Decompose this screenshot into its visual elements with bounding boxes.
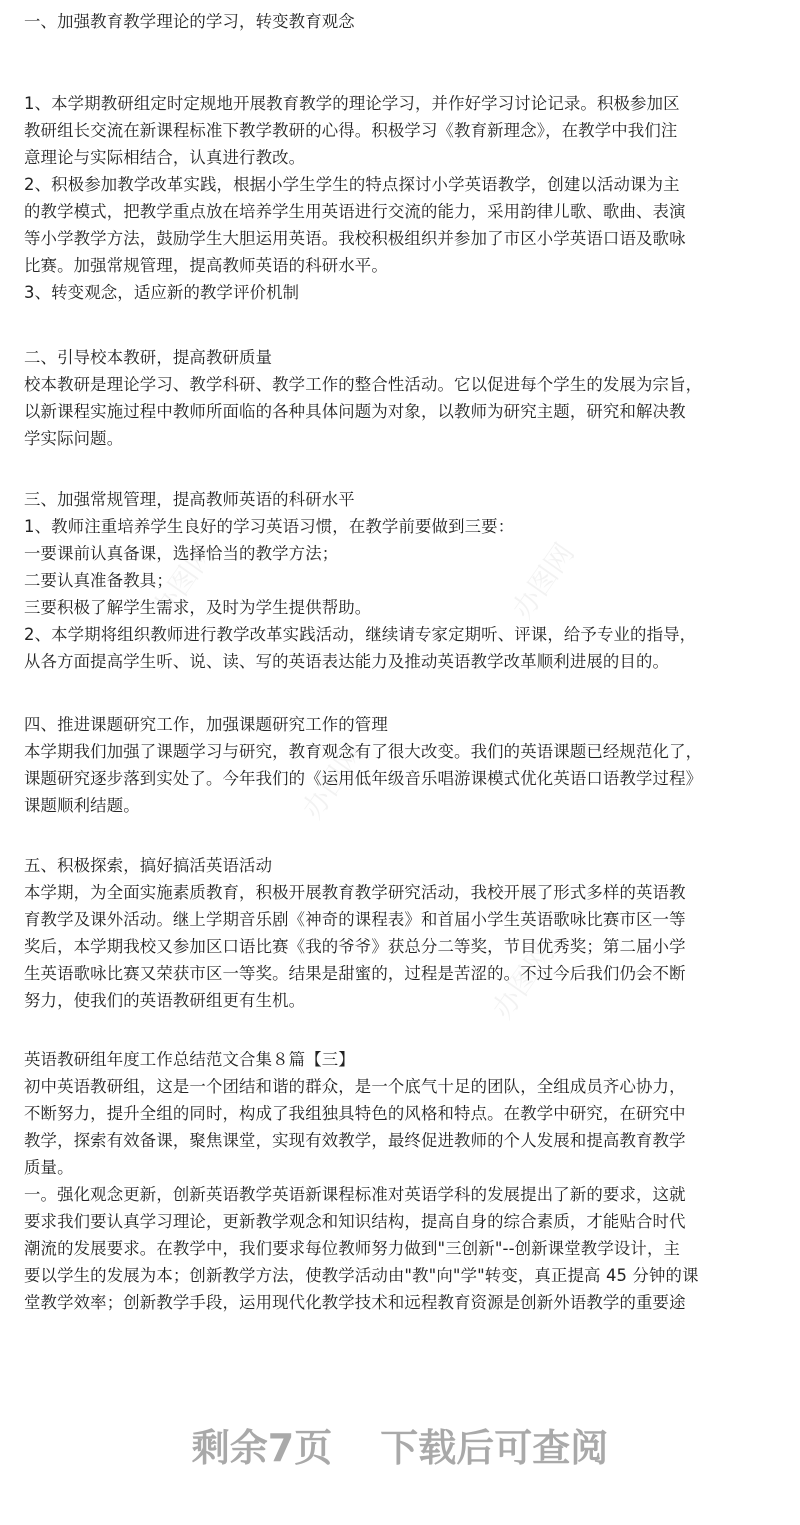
watermark-text: 办图网 [145, 536, 221, 625]
paragraph-line: 的教学模式，把教学重点放在培养学生用英语进行交流的能力，采用韵律儿歌、歌曲、表演 [24, 202, 686, 221]
paragraph-line: 教研组长交流在新课程标准下教学教研的心得。积极学习《教育新理念》，在教学中我们注 [24, 121, 678, 140]
paragraph-line: 堂教学效率；创新教学手段，运用现代化教学技术和远程教育资源是创新外语教学的重要途 [24, 1293, 686, 1312]
paragraph-line: 3、转变观念，适应新的教学评价机制 [24, 283, 300, 302]
paragraph-line: 1、教师注重培养学生良好的学习英语习惯，在教学前要做到三要： [24, 517, 515, 536]
paragraph-line: 从各方面提高学生听、说、读、写的英语表达能力及推动英语教学改革顺利进展的目的。 [24, 652, 670, 671]
watermark-text: 办图网 [295, 736, 371, 825]
paragraph-line: 比赛。加强常规管理，提高教师英语的科研水平。 [24, 256, 388, 275]
paragraph-line: 意理论与实际相结合，认真进行教改。 [24, 148, 306, 167]
download-prompt[interactable] [0, 1418, 800, 1478]
section-heading: 一、加强教育教学理论的学习，转变教育观念 [24, 12, 355, 31]
section-heading: 二、引导校本教研，提高教研质量 [24, 348, 273, 367]
paragraph-line: 一要课前认真备课，选择恰当的教学方法； [24, 544, 339, 563]
paragraph-line: 1、本学期教研组定时定规地开展教育教学的理论学习，并作好学习讨论记录。积极参加区 [24, 94, 680, 113]
paragraph-line: 课题研究逐步落到实处了。今年我们的《运用低年级音乐唱游课模式优化英语口语教学过程》 [24, 769, 703, 788]
paragraph-line: 校本教研是理论学习、教学科研、教学工作的整合性活动。它以促进每个学生的发展为宗旨， [24, 375, 703, 394]
paragraph-line: 学实际问题。 [24, 429, 124, 448]
download-hint-label: 下载后可查阅 [380, 1426, 609, 1470]
paragraph-line: 二要认真准备教具； [24, 571, 173, 590]
section-heading: 五、积极探索，搞好搞活英语活动 [24, 856, 273, 875]
paragraph-line: 生英语歌咏比赛又荣获市区一等奖。结果是甜蜜的，过程是苦涩的。不过今后我们仍会不断 [24, 964, 686, 983]
paragraph-line: 2、本学期将组织教师进行教学改革实践活动，继续请专家定期听、评课，给予专业的指导， [24, 625, 697, 644]
paragraph-line: 一。强化观念更新，创新英语教学英语新课程标准对英语学科的发展提出了新的要求，这就 [24, 1185, 686, 1204]
paragraph-line: 努力，使我们的英语教研组更有生机。 [24, 991, 306, 1010]
paragraph-line: 不断努力，提升全组的同时，构成了我组独具特色的风格和特点。在教学中研究，在研究中 [24, 1104, 686, 1123]
paragraph-line: 质量。 [24, 1158, 74, 1177]
paragraph-line: 要以学生的发展为本；创新教学方法，使教学活动由"教"向"学"转变，真正提高 45 分钟的课 [24, 1266, 699, 1285]
paragraph-line: 2、积极参加教学改革实践，根据小学生学生的特点探讨小学英语教学，创建以活动课为主 [24, 175, 680, 194]
paragraph-line: 等小学教学方法，鼓励学生大胆运用英语。我校积极组织并参加了市区小学英语口语及歌咏 [24, 229, 686, 248]
watermark-text: 办图网 [485, 936, 561, 1025]
paragraph-line: 课题顺利结题。 [24, 796, 140, 815]
paragraph-line: 以新课程实施过程中教师所面临的各种具体问题为对象，以教师为研究主题，研究和解决教 [24, 402, 686, 421]
paragraph-line: 奖后，本学期我校又参加区口语比赛《我的爷爷》获总分二等奖，节目优秀奖；第二届小学 [24, 937, 686, 956]
paragraph-line: 初中英语教研组，这是一个团结和谐的群众，是一个底气十足的团队，全组成员齐心协力， [24, 1077, 686, 1096]
section-heading: 四、推进课题研究工作，加强课题研究工作的管理 [24, 715, 388, 734]
article-title: 英语教研组年度工作总结范文合集８篇【三】 [24, 1050, 355, 1069]
section-heading: 三、加强常规管理，提高教师英语的科研水平 [24, 490, 355, 509]
paragraph-line: 要求我们要认真学习理论，更新教学观念和知识结构，提高自身的综合素质，才能贴合时代 [24, 1212, 686, 1231]
paragraph-line: 育教学及课外活动。继上学期音乐剧《神奇的课程表》和首届小学生英语歌咏比赛市区一等 [24, 910, 686, 929]
paragraph-line: 本学期，为全面实施素质教育，积极开展教育教学研究活动，我校开展了形式多样的英语教 [24, 883, 686, 902]
paragraph-line: 三要积极了解学生需求，及时为学生提供帮助。 [24, 598, 372, 617]
remaining-pages-label: 剩余7页 [191, 1426, 333, 1470]
watermark-text: 办图网 [505, 536, 581, 625]
paragraph-line: 教学，探索有效备课，聚焦课堂，实现有效教学，最终促进教师的个人发展和提高教育教学 [24, 1131, 686, 1150]
paragraph-line: 潮流的发展要求。在教学中，我们要求每位教师努力做到"三创新"--创新课堂教学设计，主 [24, 1239, 681, 1258]
paragraph-line: 本学期我们加强了课题学习与研究，教育观念有了很大改变。我们的英语课题已经规范化了， [24, 742, 703, 761]
